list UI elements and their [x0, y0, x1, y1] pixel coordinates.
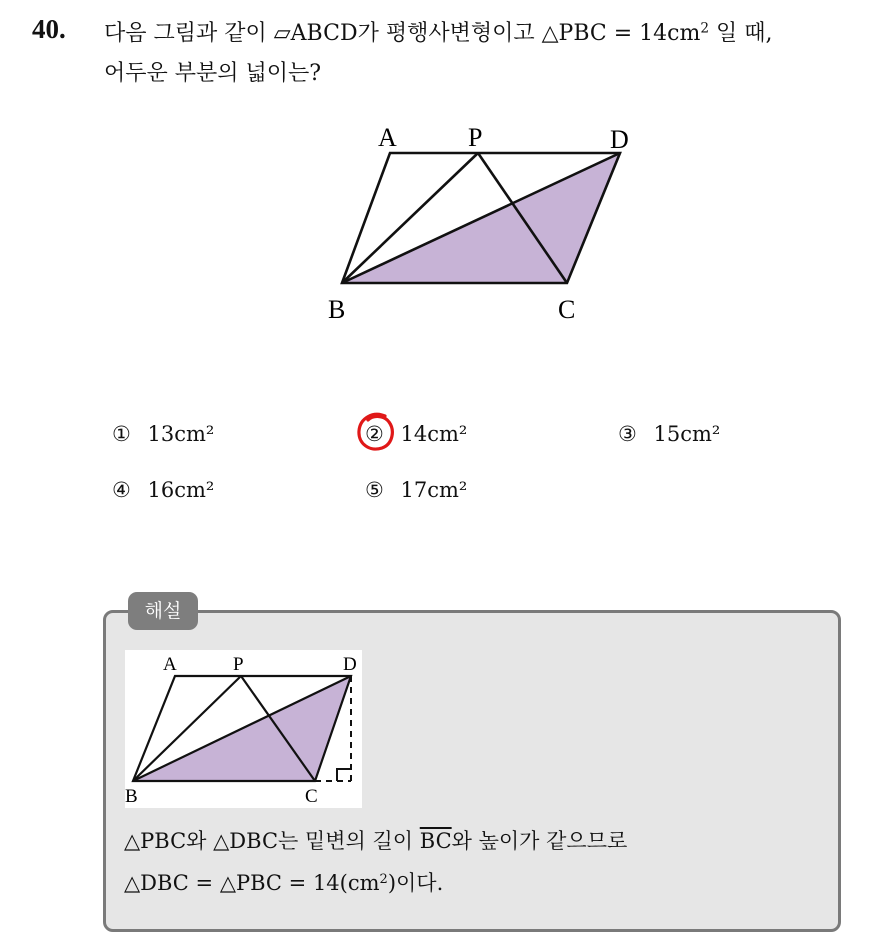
label-p: P — [468, 123, 483, 152]
question-number: 40. — [32, 14, 66, 44]
answer-circle-mark — [355, 410, 397, 454]
choice-1-value: 13cm² — [147, 422, 215, 446]
choice-3-value: 15cm² — [653, 422, 721, 446]
exp-label-a: A — [163, 654, 177, 675]
exp-label-c: C — [305, 786, 318, 807]
explanation-tag: 해설 — [128, 592, 198, 630]
choice-3-mark: ③ — [618, 422, 637, 446]
choice-2-mark: ② — [365, 422, 384, 446]
choice-3[interactable] — [618, 422, 720, 446]
choice-5-value: 17cm² — [400, 478, 468, 502]
choice-2-value: 14cm² — [400, 422, 468, 446]
choice-1-mark: ① — [112, 422, 131, 446]
label-c: C — [558, 295, 576, 324]
right-angle-mark — [337, 769, 351, 781]
exp-label-p: P — [233, 654, 244, 675]
exp-label-b: B — [125, 786, 138, 807]
label-b: B — [328, 295, 346, 324]
label-a: A — [378, 123, 397, 152]
choice-4-mark: ④ — [112, 478, 131, 502]
question-text-line-1: 다음 그림과 같이 ▱ABCD가 평행사변형이고 △PBC = $14cm^2$ 일 때, — [104, 20, 773, 46]
choice-4[interactable] — [112, 478, 214, 502]
explanation-line-2: △DBC = △PBC = $14(cm^2)$이다. — [124, 871, 444, 895]
choice-1[interactable] — [112, 422, 214, 446]
explanation-figure — [125, 650, 362, 808]
parallelogram-figure — [320, 118, 640, 328]
choice-5-mark: ⑤ — [365, 478, 384, 502]
question-text-line-2: 어두운 부분의 넓이는? — [104, 61, 322, 86]
explanation-line-1: △PBC와 △DBC는 밑변의 길이 $\overline{BC}$와 높이가 같으므로 — [124, 829, 628, 853]
exp-label-d: D — [343, 654, 357, 675]
choice-5[interactable] — [365, 478, 467, 502]
choice-4-value: 16cm² — [147, 478, 215, 502]
label-d: D — [610, 125, 629, 154]
